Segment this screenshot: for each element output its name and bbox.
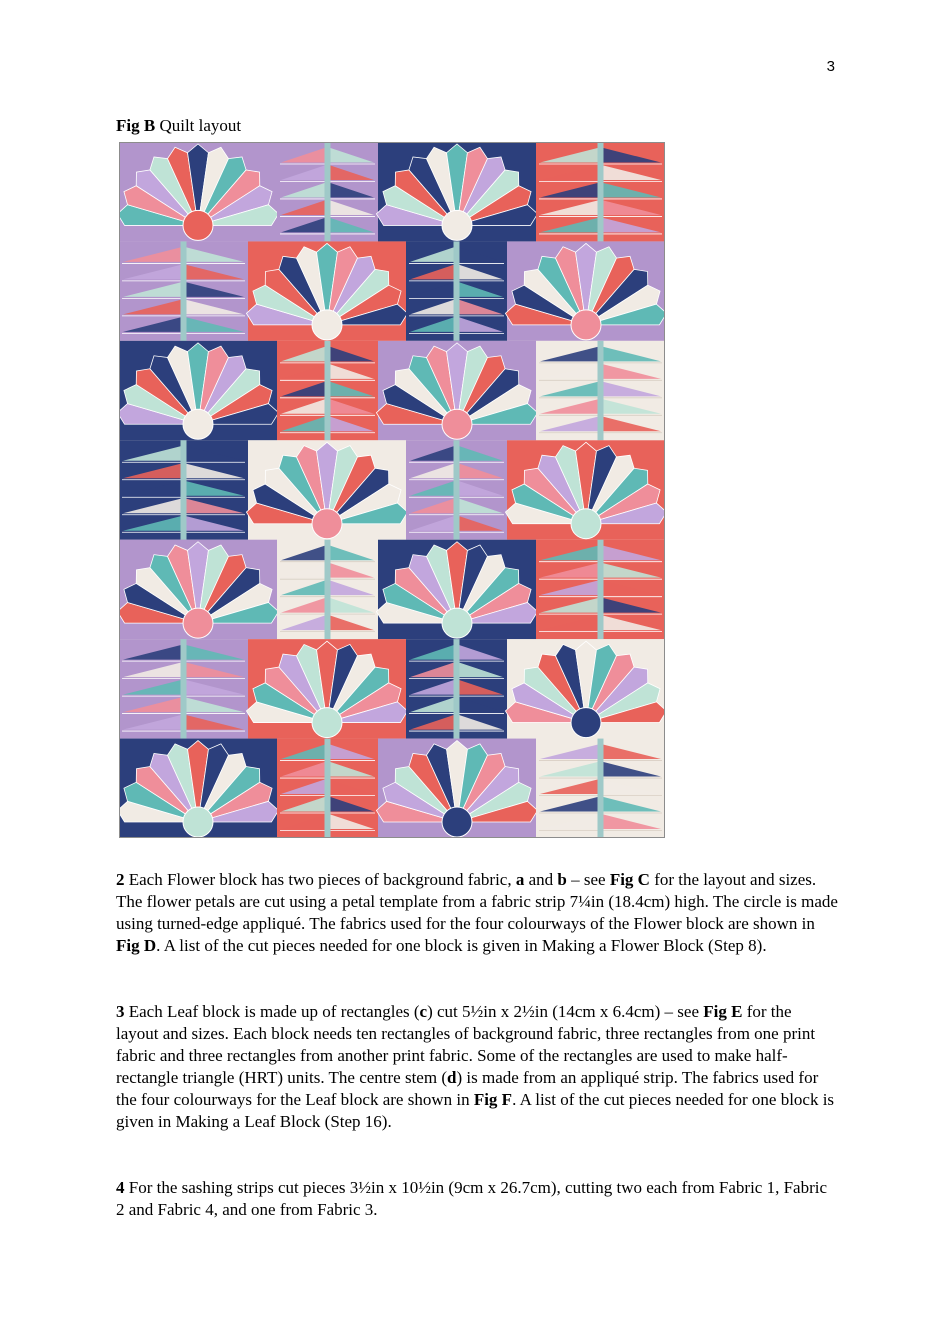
text: for the layout and sizes. Each block needs ten rectangles of background fabric, three rectangles from one print fabric and three rectangles from another print fabric. Some of the rectangles are used to make half-rectangle triangle (HRT) units. The centre stem ( [116,1002,816,1087]
figure-label: Fig B [116,116,156,135]
fig-e-ref: Fig E [703,1002,743,1021]
text: ) cut 5½in x 2½in (14cm x 6.4cm) – see [427,1002,704,1021]
leaf-stem [598,540,604,639]
text: . A list of the cut pieces needed for one block is given in Making a Leaf Block (Step 16). [116,1090,835,1131]
leaf-stem [454,639,460,738]
flower-center [183,409,213,439]
leaf-stem [454,241,460,340]
flower-center [442,210,472,240]
label-d: d [447,1068,457,1087]
flower-center [312,310,342,340]
label-a: a [515,870,525,889]
step-number: 3 [116,1002,125,1021]
text: For the sashing strips cut pieces 3½in x 10½in (9cm x 26.7cm), cutting two each from Fabric 1, Fabric 2 and Fabric 4, and one from Fabric 3. [116,1178,828,1219]
step-number: 2 [116,870,125,889]
step-number: 4 [116,1178,125,1197]
leaf-stem [598,142,604,241]
text: . A list of the cut pieces needed for one block is given in Making a Flower Block (Step 8). [156,936,767,955]
label-c: c [419,1002,428,1021]
leaf-stem [325,341,331,440]
flower-center [442,608,472,638]
page-number: 3 [826,58,835,75]
fig-f-ref: Fig F [473,1090,513,1109]
flower-center [312,509,342,539]
flower-center [571,509,601,539]
flower-center [442,807,472,837]
text: Each Flower block has two pieces of background fabric, [124,870,516,889]
leaf-stem [181,241,187,340]
text: and [524,870,558,889]
flower-center [183,807,213,837]
leaf-stem [325,540,331,639]
flower-center [183,210,213,240]
quilt-layout-figure [119,142,665,838]
text: Each Leaf block is made up of rectangles ( [124,1002,420,1021]
fig-d-ref: Fig D [116,936,157,955]
figure-title: Quilt layout [159,116,242,135]
text: for the layout and sizes. The flower petals are cut using a petal template from a fabric strip 7¼in (18.4cm) high. The circle is made using turned-edge appliqué. The fabrics used for the four colourways of the Flower block are shown in [116,870,838,933]
paragraph-2 [116,869,838,957]
paragraph-3 [116,1001,838,1133]
flower-center [312,708,342,738]
leaf-stem [454,440,460,539]
leaf-stem [598,739,604,838]
leaf-stem [181,639,187,738]
flower-center [571,310,601,340]
flower-center [442,409,472,439]
paragraph-4 [116,1177,838,1221]
fig-c-ref: Fig C [609,870,650,889]
label-b: b [557,870,567,889]
leaf-stem [181,440,187,539]
leaf-stem [598,341,604,440]
leaf-stem [325,142,331,241]
text: – see [566,870,610,889]
quilt-layout-illustration [119,142,665,838]
leaf-stem [325,739,331,838]
flower-center [183,608,213,638]
text: ) is made from an appliqué strip. The fabrics used for the four colourways for the Leaf block are shown in [116,1068,819,1109]
flower-center [571,708,601,738]
figure-caption [116,116,241,136]
